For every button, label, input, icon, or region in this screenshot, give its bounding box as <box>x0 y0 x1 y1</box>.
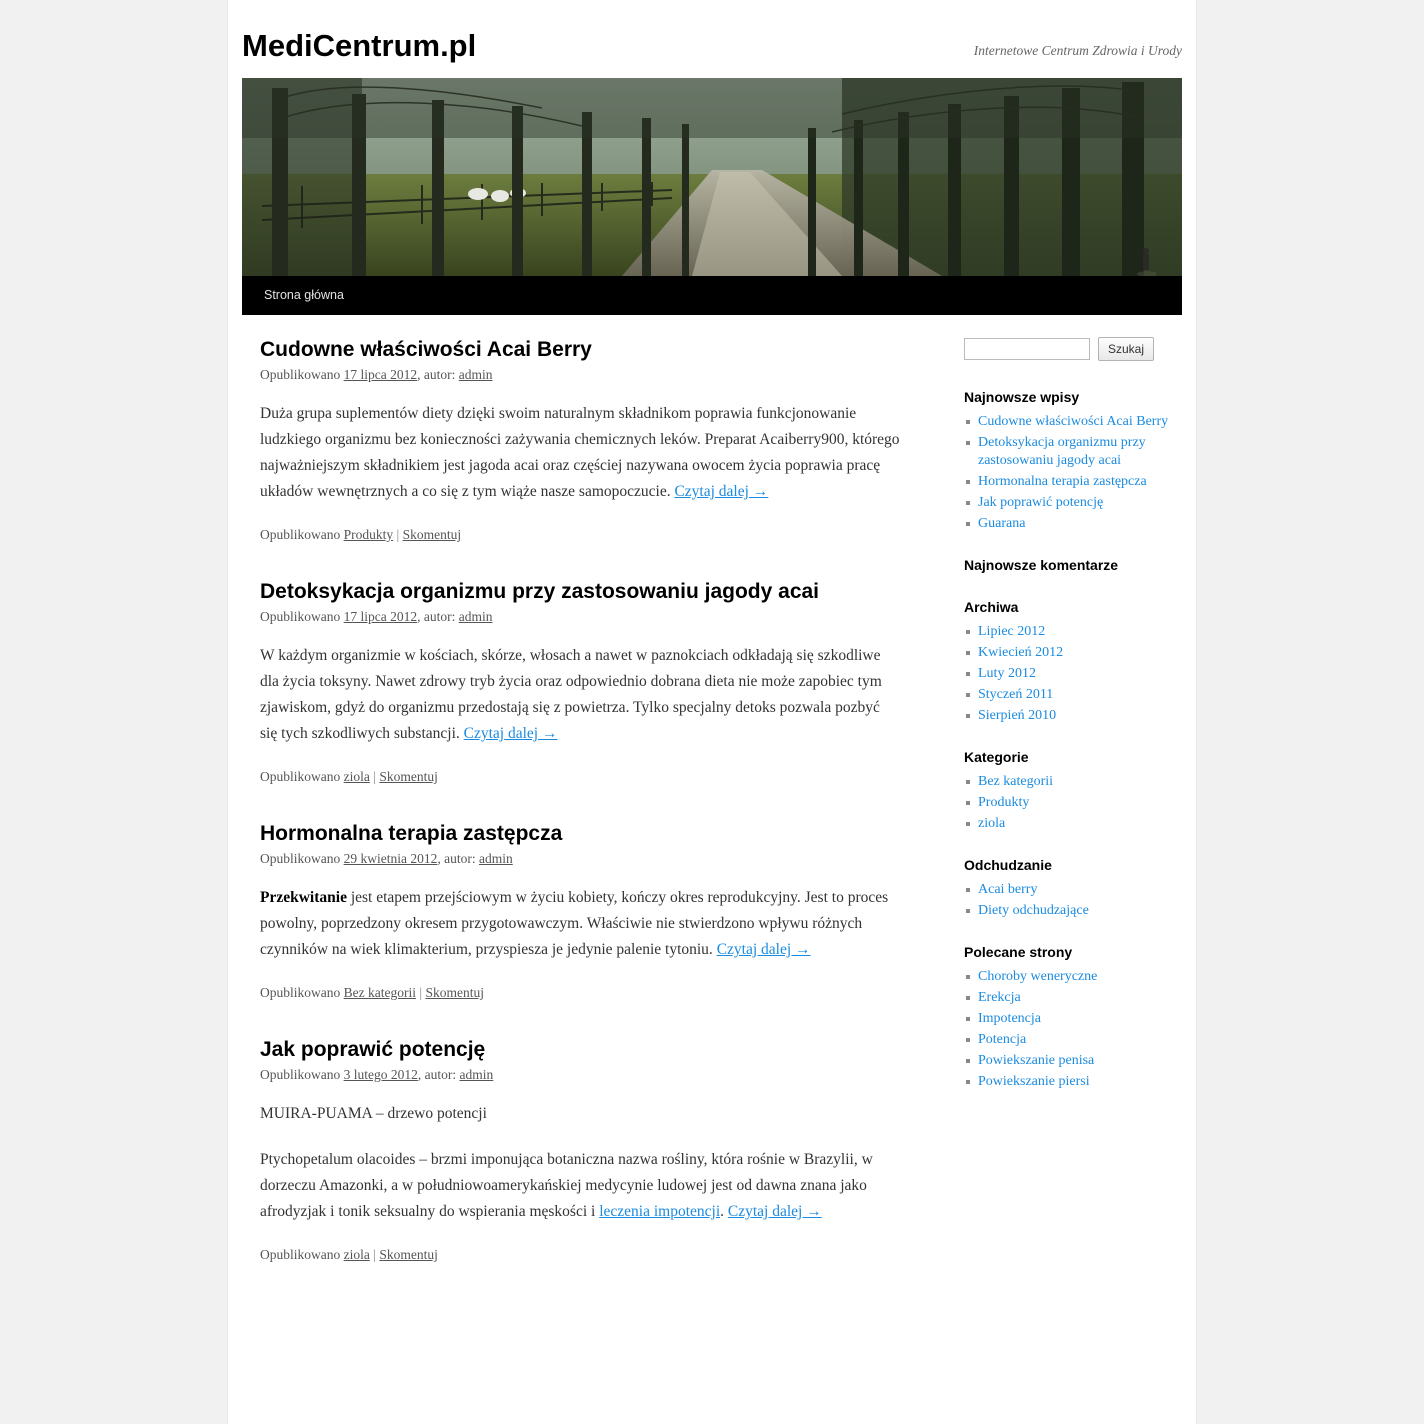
odchudzanie-list <box>964 881 1182 920</box>
recent-posts-list <box>964 413 1182 533</box>
odchudzanie-link[interactable]: Acai berry <box>978 882 1038 897</box>
search-input[interactable] <box>964 338 1090 360</box>
recommended-link[interactable]: Choroby weneryczne <box>978 969 1098 984</box>
list-item[interactable] <box>964 989 1182 1007</box>
widget-categories <box>964 747 1182 833</box>
post-content <box>260 1101 900 1225</box>
list-item[interactable] <box>964 1052 1182 1070</box>
post-content <box>260 401 900 505</box>
read-more-link[interactable]: Czytaj dalej → <box>674 483 769 500</box>
inline-content-link[interactable]: leczenia impotencji <box>599 1203 721 1220</box>
post-title <box>260 821 900 847</box>
archive-link[interactable]: Styczeń 2011 <box>978 687 1054 702</box>
separator: | <box>373 1247 376 1262</box>
post-author-link[interactable]: admin <box>458 367 493 382</box>
category-link[interactable]: ziola <box>978 816 1006 831</box>
recommended-list <box>964 968 1182 1091</box>
post-content <box>260 643 900 747</box>
list-item[interactable] <box>964 686 1182 704</box>
recent-post-link[interactable]: Guarana <box>978 516 1026 531</box>
recent-post-link[interactable]: Detoksykacja organizmu przy zastosowaniu jagody acai <box>978 435 1146 468</box>
post-meta <box>260 851 900 867</box>
post-item <box>260 1037 900 1263</box>
archive-link[interactable]: Luty 2012 <box>978 666 1036 681</box>
post-utility-prefix: Opublikowano <box>260 527 341 542</box>
widget-title-odchudzanie: Odchudzanie <box>964 857 1052 873</box>
post-body-lead: Przekwitanie <box>260 889 347 906</box>
recommended-link[interactable]: Erekcja <box>978 990 1021 1005</box>
widget-title-recommended: Polecane strony <box>964 944 1073 960</box>
recent-post-link[interactable]: Hormonalna terapia zastępcza <box>978 474 1147 489</box>
branding-wrapper <box>242 0 1182 78</box>
post-author-link[interactable]: admin <box>458 609 493 624</box>
post-list <box>260 337 900 1299</box>
post-title-link[interactable]: Detoksykacja organizmu przy zastosowaniu jagody acai <box>260 580 820 603</box>
post-title <box>260 579 900 605</box>
post-title <box>260 1037 900 1063</box>
post-date-link[interactable]: 3 lutego 2012 <box>343 1067 418 1082</box>
header-banner-image <box>242 78 1182 276</box>
recommended-link[interactable]: Impotencja <box>978 1011 1041 1026</box>
post-body <box>260 1147 900 1225</box>
post-author-link[interactable]: admin <box>479 851 513 866</box>
post-meta-prefix: Opublikowano <box>260 851 341 866</box>
post-meta <box>260 609 900 625</box>
list-item[interactable] <box>964 434 1182 470</box>
post-author-prefix: , autor: <box>417 609 459 624</box>
list-item[interactable] <box>964 665 1182 683</box>
list-item[interactable] <box>964 623 1182 641</box>
read-more-link[interactable]: Czytaj dalej → <box>727 1203 822 1220</box>
recent-post-link[interactable]: Cudowne właściwości Acai Berry <box>978 414 1169 429</box>
list-item[interactable] <box>964 707 1182 725</box>
post-category-link[interactable]: ziola <box>343 769 370 784</box>
post-body-text: Ptychopetalum olacoides – brzmi imponująca botaniczna nazwa rośliny, która rośnie w Brazylii, w dorzeczu Amazonki, a w południowoamerykańskiej medycynie ludowej jest od dawna znana jako afrodyzjak i tonik seksualny do wspierania męskości i <box>260 1151 873 1220</box>
post-utility <box>260 767 900 785</box>
recommended-link[interactable]: Powiekszanie penisa <box>978 1053 1095 1068</box>
post-category-link[interactable]: Produkty <box>343 527 394 542</box>
category-link[interactable]: Bez kategorii <box>978 774 1054 789</box>
nav-item-home[interactable] <box>254 276 354 315</box>
post-body-tail: . <box>720 1203 728 1220</box>
widget-archives <box>964 597 1182 725</box>
post-comments-link[interactable]: Skomentuj <box>425 985 484 1000</box>
nav-link-home[interactable]: Strona główna <box>264 288 344 302</box>
list-item[interactable] <box>964 815 1182 833</box>
list-item[interactable] <box>964 413 1182 431</box>
list-item[interactable] <box>964 1010 1182 1028</box>
separator: | <box>373 769 376 784</box>
list-item[interactable] <box>964 902 1182 920</box>
post-date-link[interactable]: 29 kwietnia 2012 <box>343 851 438 866</box>
post-content <box>260 885 900 963</box>
primary-navigation[interactable] <box>242 276 1182 315</box>
post-body-text: Duża grupa suplementów diety dzięki swoim naturalnym składnikom poprawia funkcjonowanie ludzkiego organizmu bez konieczności zażywania chemicznych leków. Preparat Acaiberry900, którego najważniejszym składnikiem jest jagoda acai oraz częściej nazywana owocem życia poprawia pracę układów wewnętrznych a co się z tym wiąże nasze samopoczucie. <box>260 405 900 500</box>
list-item[interactable] <box>964 1073 1182 1091</box>
post-meta <box>260 1067 900 1083</box>
separator: | <box>396 527 400 542</box>
sidebar <box>964 337 1182 1113</box>
post-title-link[interactable]: Hormonalna terapia zastępcza <box>260 822 563 845</box>
post-body-first: MUIRA-PUAMA – drzewo potencji <box>260 1105 487 1122</box>
post-meta-prefix: Opublikowano <box>260 367 341 382</box>
list-item[interactable] <box>964 773 1182 791</box>
widget-title-categories: Kategorie <box>964 749 1029 765</box>
main-content-area <box>242 315 1182 1299</box>
post-author-prefix: , autor: <box>437 851 479 866</box>
separator: | <box>419 985 423 1000</box>
list-item[interactable] <box>964 968 1182 986</box>
post-body <box>260 885 900 963</box>
post-body <box>260 643 900 747</box>
post-utility-prefix: Opublikowano <box>260 769 341 784</box>
post-utility-prefix: Opublikowano <box>260 985 341 1000</box>
post-utility <box>260 983 900 1001</box>
widget-recent-posts <box>964 387 1182 533</box>
post-meta <box>260 367 900 383</box>
post-meta-prefix: Opublikowano <box>260 609 341 624</box>
category-link[interactable]: Produkty <box>978 795 1030 810</box>
widget-title-archives: Archiwa <box>964 599 1019 615</box>
list-item[interactable] <box>964 644 1182 662</box>
post-comments-link[interactable]: Skomentuj <box>379 769 438 784</box>
read-more-link[interactable]: Czytaj dalej → <box>716 941 811 958</box>
post-category-link[interactable]: ziola <box>343 1247 370 1262</box>
site-title-link[interactable]: MediCentrum.pl <box>242 28 477 63</box>
archive-link[interactable]: Kwiecień 2012 <box>978 645 1064 660</box>
post-date-link[interactable]: 17 lipca 2012 <box>343 367 418 382</box>
search-submit-button[interactable]: Szukaj <box>1098 337 1154 361</box>
post-meta-prefix: Opublikowano <box>260 1067 341 1082</box>
post-title-link[interactable]: Jak poprawić potencję <box>260 1038 486 1061</box>
post-utility <box>260 1245 900 1263</box>
site-description: Internetowe Centrum Zdrowia i Urody <box>973 43 1182 58</box>
post-author-link[interactable]: admin <box>459 1067 494 1082</box>
archive-link[interactable]: Sierpień 2010 <box>978 708 1057 723</box>
odchudzanie-link[interactable]: Diety odchudzające <box>978 903 1089 918</box>
post-author-prefix: , autor: <box>417 367 459 382</box>
post-comments-link[interactable]: Skomentuj <box>379 1247 438 1262</box>
post-title <box>260 337 900 363</box>
list-item[interactable] <box>964 1031 1182 1049</box>
post-title-link[interactable]: Cudowne właściwości Acai Berry <box>260 338 592 361</box>
tree-avenue-photo <box>242 78 1182 276</box>
archives-list <box>964 623 1182 725</box>
site-branding <box>242 0 1182 78</box>
post-item <box>260 821 900 1001</box>
widget-title-recent-posts: Najnowsze wpisy <box>964 389 1080 405</box>
recommended-link[interactable]: Potencja <box>978 1032 1027 1047</box>
recent-post-link[interactable]: Jak poprawić potencję <box>978 495 1104 510</box>
list-item[interactable] <box>964 881 1182 899</box>
categories-list <box>964 773 1182 833</box>
post-item <box>260 337 900 543</box>
post-body <box>260 401 900 505</box>
post-body-text: W każdym organizmie w kościach, skórze, włosach a nawet w paznokciach odkładają się szkodliwe dla życia toksyny. Nawet zdrowy tryb życia oraz odpowiednio dobrana dieta nie może zapobiec tym zjawiskom, gdyż do organizmu przedostają się z powietrza. Tylko specjalny detoks pozwala pozbyć się tych szkodliwych substancji. <box>260 647 882 742</box>
list-item[interactable] <box>964 794 1182 812</box>
post-utility-prefix: Opublikowano <box>260 1247 341 1262</box>
post-date-link[interactable]: 17 lipca 2012 <box>343 609 418 624</box>
post-item <box>260 579 900 785</box>
post-author-prefix: , autor: <box>417 1067 460 1082</box>
post-category-link[interactable]: Bez kategorii <box>343 985 416 1000</box>
page-container <box>227 0 1197 1424</box>
read-more-link[interactable]: Czytaj dalej → <box>463 725 558 742</box>
recommended-link[interactable]: Powiekszanie piersi <box>978 1074 1090 1089</box>
list-item[interactable] <box>964 473 1182 491</box>
widget-recent-comments <box>964 555 1182 575</box>
post-body-text: jest etapem przejściowym w życiu kobiety, kończy okres reprodukcyjny. Jest to proces powolny, poprzedzony okresem przygotowawczym. Właściwie nie stwierdzono wpływu różnych czynników na wiek klimakterium, przyspiesza je jedynie palenie tytoniu. <box>260 889 889 958</box>
post-utility <box>260 525 900 543</box>
list-item[interactable] <box>964 494 1182 512</box>
widget-recommended-sites <box>964 942 1182 1091</box>
search-form[interactable] <box>964 337 1182 361</box>
widget-title-recent-comments: Najnowsze komentarze <box>964 557 1119 573</box>
widget-odchudzanie <box>964 855 1182 920</box>
post-comments-link[interactable]: Skomentuj <box>402 527 462 542</box>
list-item[interactable] <box>964 515 1182 533</box>
archive-link[interactable]: Lipiec 2012 <box>978 624 1046 639</box>
